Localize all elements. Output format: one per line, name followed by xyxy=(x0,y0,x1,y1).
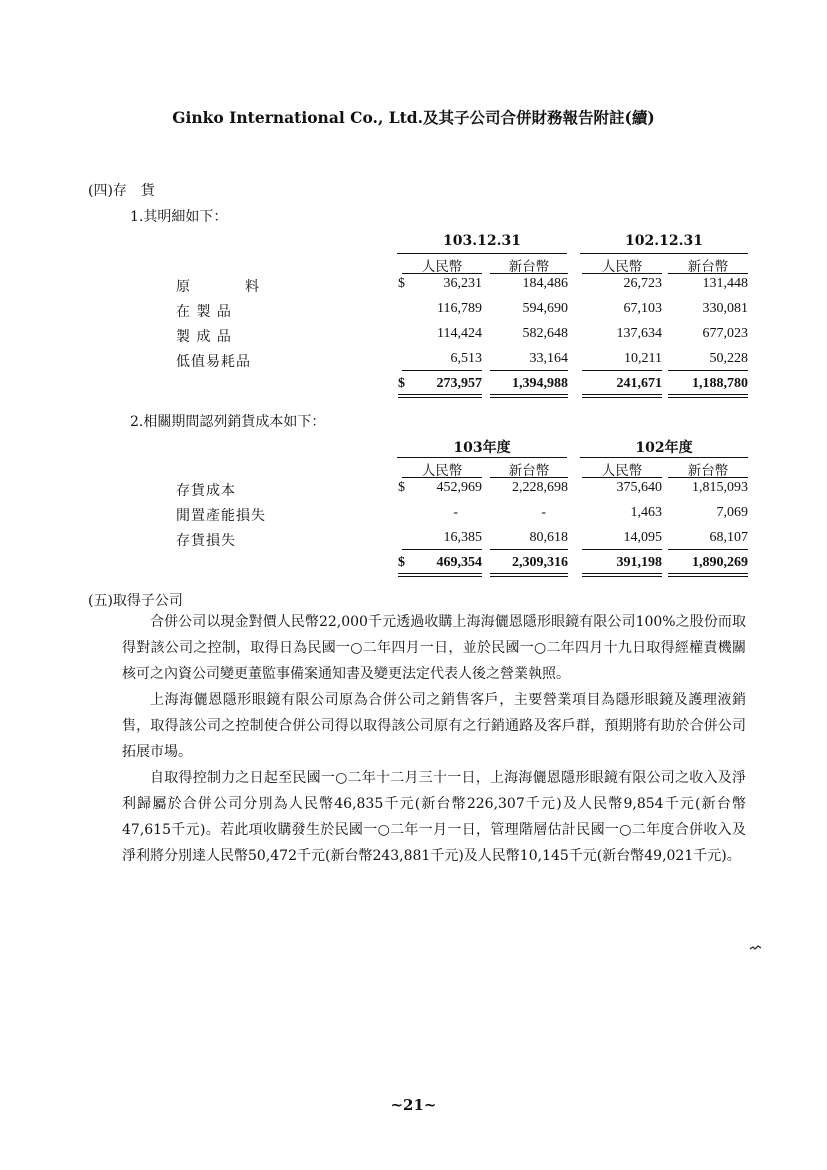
t2-cell: 14,095 xyxy=(623,530,662,545)
t1-currency-symbol: $ xyxy=(398,276,405,291)
t2-total-cell: 391,198 xyxy=(616,555,662,570)
t1-cell: 26,723 xyxy=(623,276,662,291)
t2-total-currency: $ xyxy=(398,555,405,570)
t2-cell: - xyxy=(453,505,458,520)
t1-cell: 114,424 xyxy=(437,326,482,341)
section-4-sub1: 1.其明細如下： xyxy=(130,209,228,225)
t2-period-a: 103年度 xyxy=(453,440,511,456)
t2-period-b: 102年度 xyxy=(635,440,693,456)
paragraph: 自取得控制力之日起至民國一○二年十二月三十一日，上海海儷恩隱形眼鏡有限公司之收入及淨利歸屬於合併公司分別為人民幣46,835千元(新台幣226,307千元)及人民幣9,854千元(新台幣47,615千元)。若此項收購發生於民國一○二年一月一日，管理階層估計民國一○二年度合併收入及淨利將分別達人民幣50,472千元(新台幣243,881千元)及人民幣10,145千元(新台幣49,021千元)。 xyxy=(122,770,746,864)
t1-col-ntd-b: 新台幣 xyxy=(687,259,729,275)
t1-cell: 116,789 xyxy=(437,301,482,316)
t1-total-cell: 1,188,780 xyxy=(692,376,748,391)
t1-row-label: 製 成 品 xyxy=(176,329,232,345)
t1-total-cell: 273,957 xyxy=(436,376,482,391)
t1-row-label: 低值易耗品 xyxy=(176,354,251,370)
t1-total-currency: $ xyxy=(398,376,405,391)
t1-cell: 184,486 xyxy=(522,276,568,291)
t1-period-b: 102.12.31 xyxy=(625,233,703,249)
paragraph: 上海海儷恩隱形眼鏡有限公司原為合併公司之銷售客戶，主要營業項目為隱形眼鏡及護理液銷售，取得該公司之控制使合併公司得以取得該公司原有之行銷通路及客戶群，預期將有助於合併公司拓展市場。 xyxy=(122,692,746,760)
t1-cell: 677,023 xyxy=(702,326,748,341)
t1-cell: 67,103 xyxy=(623,301,662,316)
t1-cell: 330,081 xyxy=(702,301,748,316)
t2-cell: 375,640 xyxy=(616,480,662,495)
section-4-sub2: 2.相關期間認列銷貨成本如下： xyxy=(130,414,326,430)
t1-cell: 50,228 xyxy=(709,351,748,366)
t2-col-rmb-b: 人民幣 xyxy=(601,463,643,479)
t1-total-cell: 1,394,988 xyxy=(512,376,568,391)
t2-cell: 452,969 xyxy=(436,480,482,495)
t1-cell: 6,513 xyxy=(450,351,482,366)
t1-cell: 33,164 xyxy=(529,351,568,366)
t1-cell: 137,634 xyxy=(616,326,662,341)
t2-row-label: 存貨損失 xyxy=(176,533,236,549)
t1-period-a: 103.12.31 xyxy=(443,233,521,249)
t2-cell: - xyxy=(541,505,546,520)
t2-total-cell: 2,309,316 xyxy=(512,555,568,570)
t2-cell: 68,107 xyxy=(709,530,748,545)
paragraph: 合併公司以現金對價人民幣22,000千元透過收購上海海儷恩隱形眼鏡有限公司100%之股份而取得對該公司之控制，取得日為民國一○二年四月一日，並於民國一○二年四月十九日取得經權責機關核可之內資公司變更董監事備案通知書及變更法定代表人後之營業執照。 xyxy=(122,614,746,682)
t2-row-label: 存貨成本 xyxy=(176,483,236,499)
scan-mark xyxy=(749,945,763,951)
page-number: ~21~ xyxy=(390,1096,437,1114)
t2-total-cell: 1,890,269 xyxy=(692,555,748,570)
t2-cell: 1,463 xyxy=(630,505,662,520)
page-title: Ginko International Co., Ltd.及其子公司合併財務報告附註(續) xyxy=(172,108,655,127)
t2-cell: 7,069 xyxy=(716,505,748,520)
t1-row-label: 原 料 xyxy=(176,279,268,295)
t1-cell: 10,211 xyxy=(624,351,662,366)
t2-row-label: 閒置產能損失 xyxy=(176,508,266,524)
t1-col-ntd-a: 新台幣 xyxy=(508,259,550,275)
t1-total-cell: 241,671 xyxy=(616,376,662,391)
t2-col-ntd-b: 新台幣 xyxy=(687,463,729,479)
t1-col-rmb-a: 人民幣 xyxy=(421,259,463,275)
t2-cell: 1,815,093 xyxy=(692,480,748,495)
t1-cell: 582,648 xyxy=(522,326,568,341)
t2-cell: 16,385 xyxy=(443,530,482,545)
t1-col-rmb-b: 人民幣 xyxy=(601,259,643,275)
section-5-body xyxy=(122,609,746,869)
t2-total-cell: 469,354 xyxy=(436,555,482,570)
t1-cell: 131,448 xyxy=(702,276,748,291)
t1-row-label: 在 製 品 xyxy=(176,304,232,320)
section-5-heading: (五)取得子公司 xyxy=(88,593,183,609)
t2-currency-symbol: $ xyxy=(398,480,405,495)
t2-cell: 2,228,698 xyxy=(512,480,568,495)
t2-col-ntd-a: 新台幣 xyxy=(508,463,550,479)
t2-col-rmb-a: 人民幣 xyxy=(421,463,463,479)
t2-cell: 80,618 xyxy=(529,530,568,545)
section-4-heading: (四)存 貨 xyxy=(88,183,155,199)
t1-cell: 594,690 xyxy=(522,301,568,316)
t1-cell: 36,231 xyxy=(443,276,482,291)
